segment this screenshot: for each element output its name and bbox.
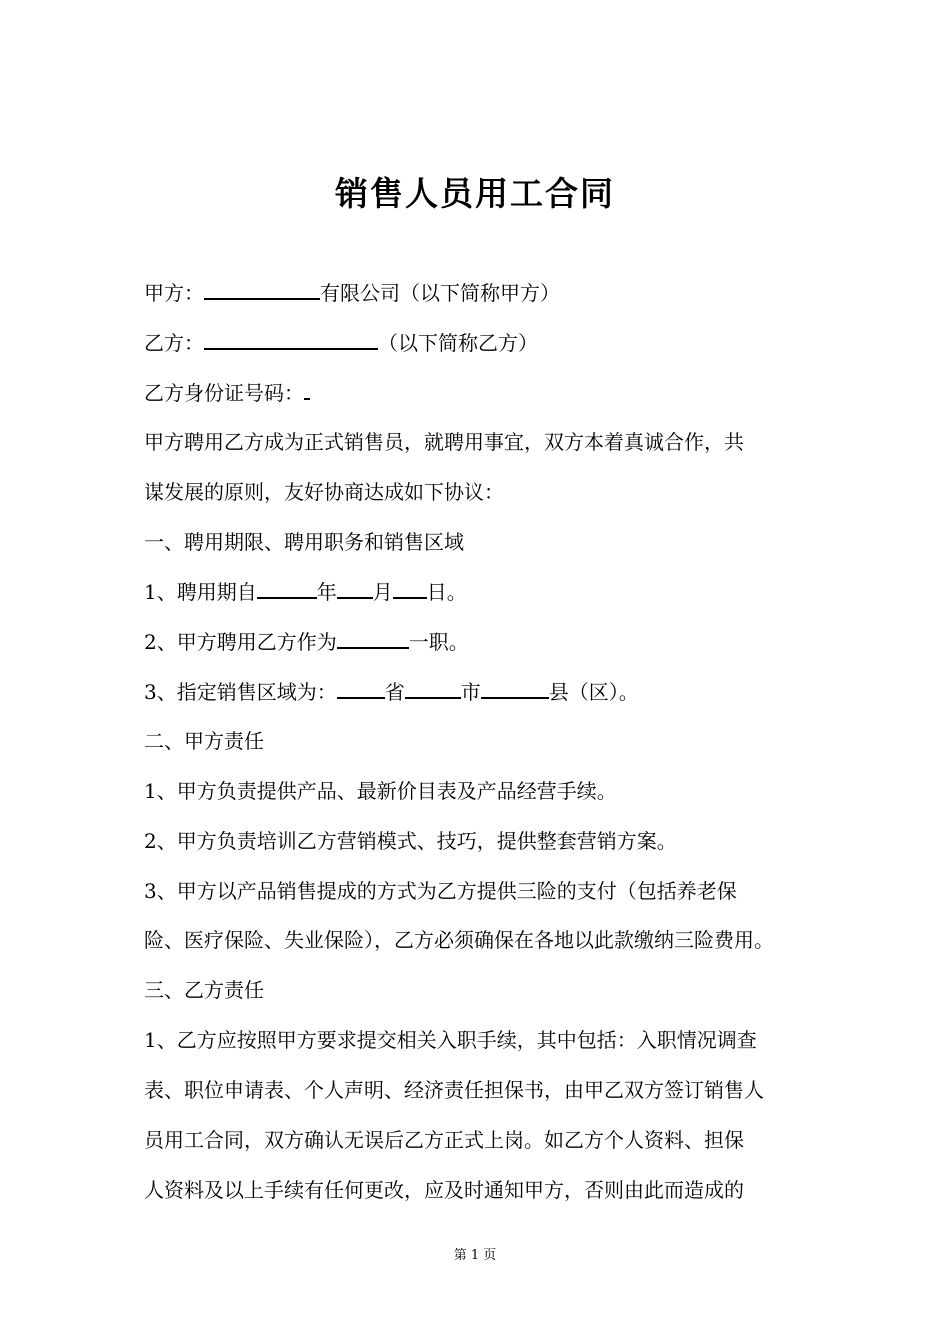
city-unit: 市 [460,680,481,704]
intro-line-2: 谋发展的原则，友好协商达成如下协议： [144,480,504,504]
clause-2-2: 2、甲方负责培训乙方营销模式、技巧，提供整套营销方案。 [144,829,677,853]
term-line [144,577,824,606]
term-year-blank [257,577,317,599]
party-b-line [144,328,824,357]
clause-2-1: 1、甲方负责提供产品、最新价目表及产品经营手续。 [144,779,617,803]
term-month-unit: 月 [372,580,393,604]
id-number-blank [304,378,310,400]
section-2-heading: 二、甲方责任 [144,729,264,753]
term-day-blank [393,577,427,599]
clause-3-1-line-4: 人资料及以上手续有任何更改，应及时通知甲方，否则由此而造成的 [144,1178,744,1202]
term-day-unit: 日。 [426,580,467,604]
page-number: 第 1 页 [453,1248,497,1263]
county-blank [481,677,549,699]
intro-line-1: 甲方聘用乙方成为正式销售员，就聘用事宜，双方本着真诚合作，共 [144,430,744,454]
clause-3-1-line-1: 1、乙方应按照甲方要求提交相关入职手续，其中包括：入职情况调查 [144,1028,757,1052]
document-title: 销售人员用工合同 [335,174,615,213]
term-year-unit: 年 [316,580,337,604]
clause-2-3-line-1: 3、甲方以产品销售提成的方式为乙方提供三险的支付（包括养老保 [144,879,737,903]
party-a-label: 甲方： [144,281,204,305]
province-blank [337,677,385,699]
clause-3-1-line-2: 表、职位申请表、个人声明、经济责任担保书，由甲乙双方签订销售人 [144,1078,764,1102]
section-3-heading: 三、乙方责任 [144,978,264,1002]
section-1-heading: 一、聘用期限、聘用职务和销售区域 [144,530,464,554]
clause-2-3-line-2: 险、医疗保险、失业保险），乙方必须确保在各地以此款缴纳三险费用。 [144,928,774,952]
position-line [144,627,824,656]
position-suffix: 一职。 [408,630,469,654]
clause-3-1-line-3: 员用工合同，双方确认无误后乙方正式上岗。如乙方个人资料、担保 [144,1128,744,1152]
region-label: 3、指定销售区域为： [144,680,337,704]
province-unit: 省 [384,680,405,704]
party-a-suffix: 有限公司（以下简称甲方） [320,281,560,305]
term-label: 1、聘用期自 [144,580,257,604]
party-b-label: 乙方： [144,331,204,355]
party-b-blank [204,328,378,350]
position-blank [337,627,409,649]
position-label: 2、甲方聘用乙方作为 [144,630,337,654]
id-number-label: 乙方身份证号码： [144,381,304,405]
id-number-line [144,378,824,407]
party-a-line [144,278,824,307]
region-line [144,677,824,706]
party-b-suffix: （以下简称乙方） [378,331,538,355]
term-month-blank [337,577,373,599]
party-a-blank [204,278,320,300]
county-unit: 县（区）。 [548,680,639,704]
city-blank [405,677,461,699]
